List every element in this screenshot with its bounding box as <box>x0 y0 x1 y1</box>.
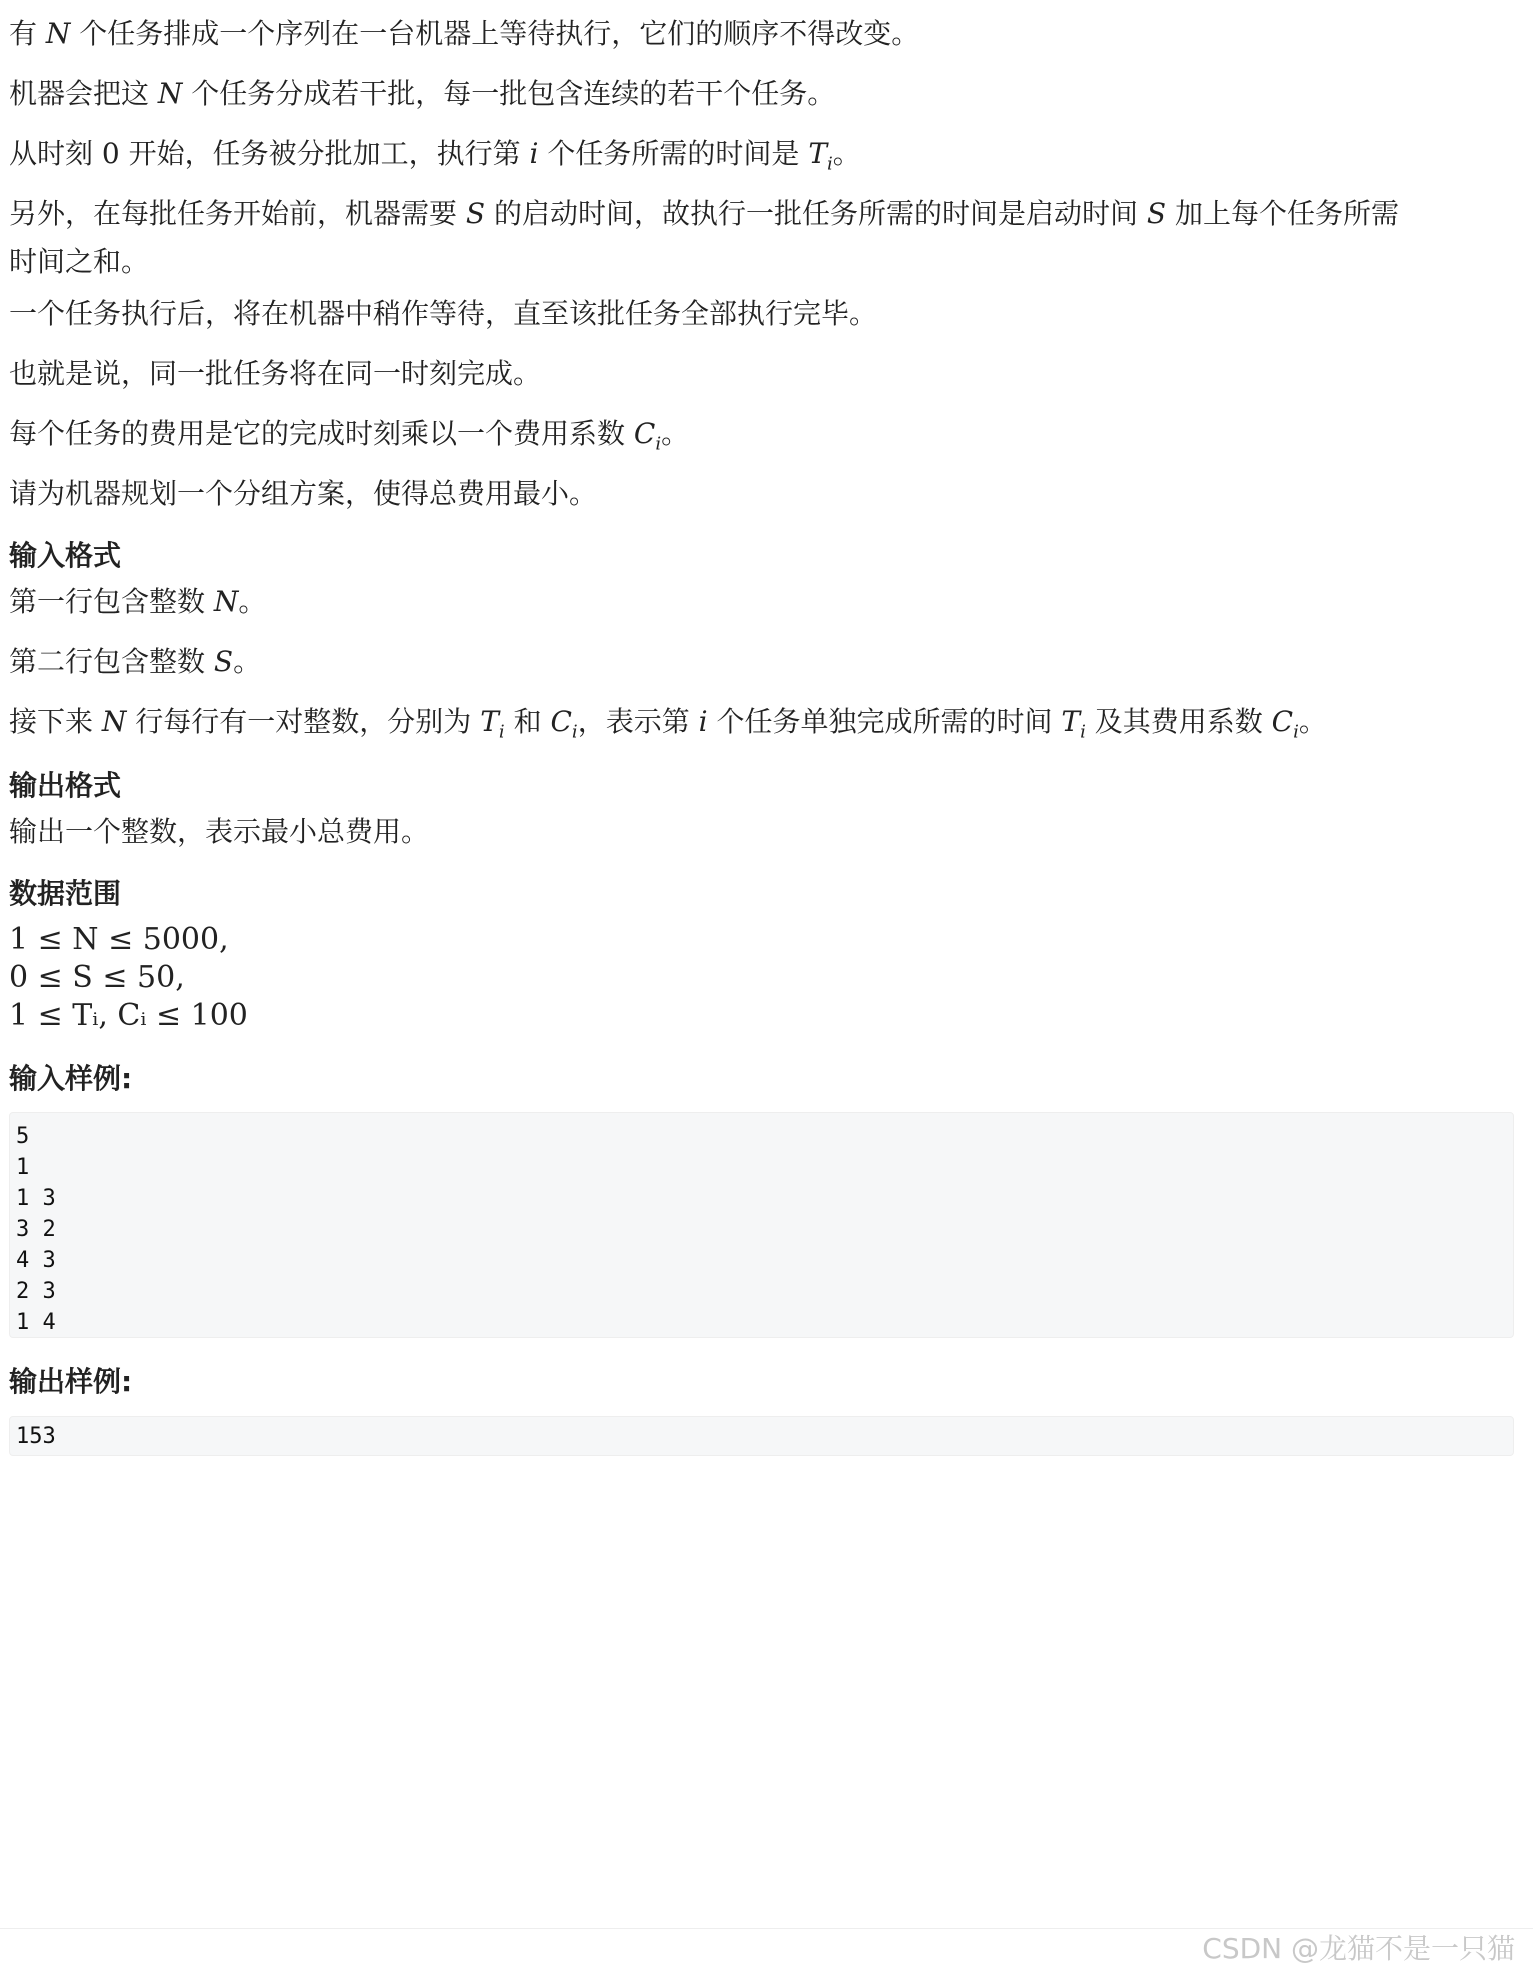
text: 一个任务执行后，将在机器中稍作等待，直至该批任务全部执行完毕。 <box>9 297 878 330</box>
paragraph-2 <box>9 70 835 118</box>
input-format-line-1 <box>9 578 266 626</box>
math-var: N <box>213 585 239 618</box>
text: 。 <box>661 417 690 450</box>
text: 及其费用系数 <box>1085 705 1272 738</box>
math-var: C <box>1271 705 1294 738</box>
sample-input-code[interactable]: 5 1 1 3 3 2 4 3 2 3 1 4 <box>9 1112 1514 1338</box>
text: 第一行包含整数 <box>9 585 214 618</box>
input-format-line-2 <box>9 638 261 686</box>
math-var: T <box>808 137 828 170</box>
math-var: N <box>45 17 71 50</box>
math-var: N <box>101 705 127 738</box>
math-var: S <box>213 645 234 678</box>
text: 接下来 <box>9 705 102 738</box>
math-sub: i <box>655 433 662 455</box>
text: 第二行包含整数 <box>9 645 214 678</box>
text: 有 <box>9 17 46 50</box>
math-var: S <box>465 197 486 230</box>
math-var: i <box>698 705 708 738</box>
text: 。 <box>238 585 267 618</box>
text: 输出一个整数，表示最小总费用。 <box>9 815 430 848</box>
paragraph-4 <box>9 190 1514 286</box>
input-format-line-3 <box>9 698 1327 757</box>
math-num: 0 <box>101 137 120 170</box>
text: 个任务排成一个序列在一台机器上等待执行，它们的顺序不得改变。 <box>70 17 920 50</box>
paragraph-7 <box>9 410 689 469</box>
math-sub: i <box>827 153 833 175</box>
text: 和 <box>504 705 551 738</box>
text: 。 <box>832 137 861 170</box>
paragraph-1 <box>9 10 919 58</box>
text: 从时刻 <box>9 137 102 170</box>
range-line-2: 0 ≤ S ≤ 50, <box>9 960 185 995</box>
text: 开始，任务被分批加工，执行第 <box>119 137 530 170</box>
text: 加上每个任务所需 <box>1166 197 1399 230</box>
paragraph-8 <box>9 470 597 518</box>
text: 机器会把这 <box>9 77 158 110</box>
math-var: T <box>1061 705 1081 738</box>
math-sub: i <box>571 721 578 743</box>
output-format-heading: 输出格式 <box>9 769 122 802</box>
paragraph-5 <box>9 290 877 338</box>
text: 。 <box>233 645 262 678</box>
math-sub: i <box>1080 721 1086 743</box>
input-format-heading: 输入格式 <box>9 539 122 572</box>
math-sub: i <box>1293 721 1299 743</box>
text: 的启动时间，故执行一批任务所需的时间是启动时间 <box>485 197 1147 230</box>
math-var: N <box>157 77 183 110</box>
range-line-3: 1 ≤ Tᵢ, Cᵢ ≤ 100 <box>9 998 248 1033</box>
text: 个任务分成若干批，每一批包含连续的若干个任务。 <box>182 77 836 110</box>
text: 也就是说，同一批任务将在同一时刻完成。 <box>9 357 542 390</box>
text: 请为机器规划一个分组方案，使得总费用最小。 <box>9 477 598 510</box>
text: ，表示第 <box>577 705 699 738</box>
text: 行每行有一对整数，分别为 <box>126 705 481 738</box>
math-sub: i <box>498 721 505 743</box>
range-line-1: 1 ≤ N ≤ 5000, <box>9 922 229 957</box>
text: 时间之和。 <box>9 245 150 278</box>
text: 另外，在每批任务开始前，机器需要 <box>9 197 466 230</box>
text: 每个任务的费用是它的完成时刻乘以一个费用系数 <box>9 417 634 450</box>
sample-output-code[interactable]: 153 <box>9 1416 1514 1456</box>
math-var: S <box>1146 197 1167 230</box>
text: 个任务单独完成所需的时间 <box>707 705 1062 738</box>
paragraph-3 <box>9 130 861 189</box>
sample-output-heading: 输出样例: <box>9 1365 133 1398</box>
paragraph-6 <box>9 350 541 398</box>
sample-input-heading: 输入样例: <box>9 1062 133 1095</box>
watermark: CSDN @龙猫不是一只猫 <box>1202 1932 1515 1965</box>
output-format-text <box>9 808 429 856</box>
math-var: i <box>529 137 539 170</box>
text: 个任务所需的时间是 <box>538 137 809 170</box>
math-var: C <box>550 705 572 738</box>
math-var: C <box>633 417 656 450</box>
range-heading: 数据范围 <box>9 877 122 910</box>
text: 。 <box>1298 705 1327 738</box>
math-var: T <box>480 705 499 738</box>
